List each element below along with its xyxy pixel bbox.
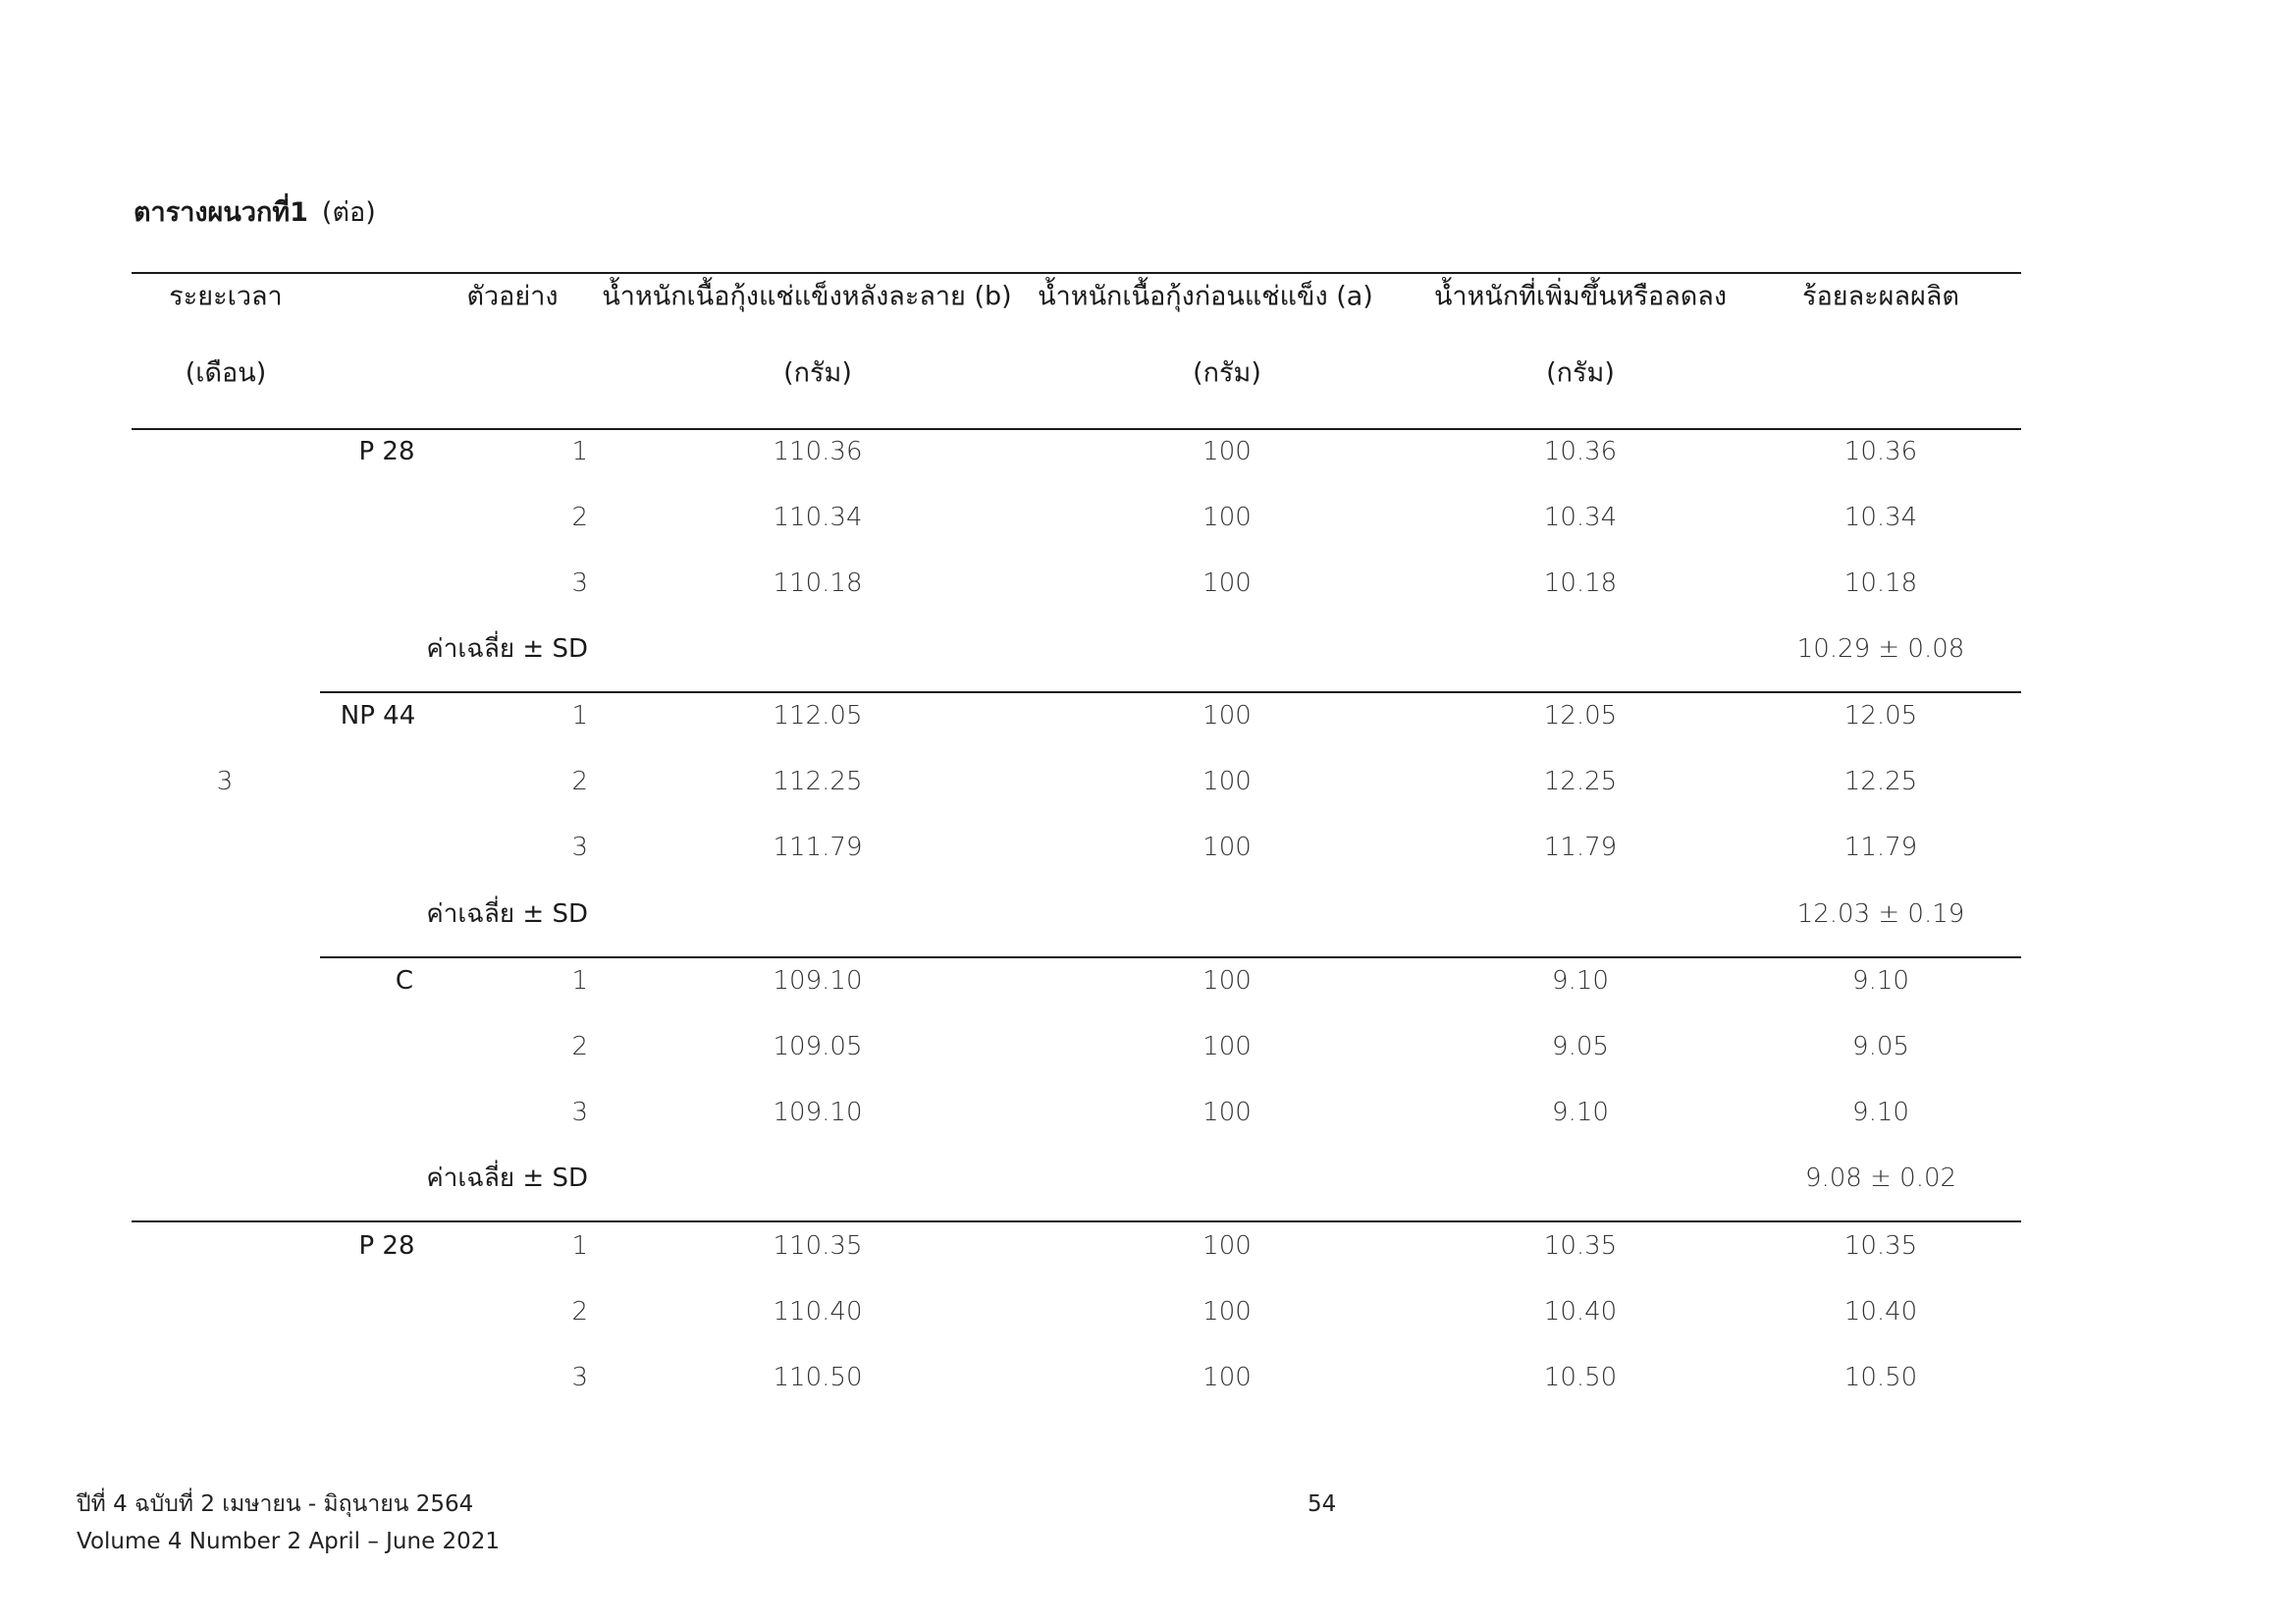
replicate-number: 2: [571, 767, 588, 796]
footer-journal-thai: ปีที่ 4 ฉบับที่ 2 เมษายน - มิถุนายน 2564: [77, 1491, 474, 1517]
header-yield: ร้อยละผลผลิต: [1802, 281, 1959, 312]
mean-sd-value: 10.29 ± 0.08: [1796, 634, 1965, 664]
weight-change-value: 9.10: [1552, 1098, 1609, 1127]
replicate-number: 3: [571, 833, 588, 862]
yield-value: 9.10: [1852, 1098, 1909, 1127]
yield-value: 11.79: [1843, 833, 1918, 862]
mean-sd-label: ค่าเฉลี่ย ± SD: [426, 899, 588, 929]
replicate-number: 3: [571, 1098, 588, 1127]
period-value: 3: [216, 767, 234, 796]
period-divider-rule: [132, 1220, 2021, 1222]
header-weight-change: น้ำหนักที่เพิ่มขึ้นหรือลดลง: [1433, 281, 1728, 312]
yield-value: 10.50: [1843, 1363, 1918, 1392]
weight-change-value: 12.25: [1543, 767, 1618, 796]
yield-value: 9.05: [1852, 1032, 1909, 1061]
yield-value: 10.34: [1843, 503, 1918, 532]
weight-change-value: 10.35: [1543, 1231, 1618, 1261]
header-weight-after: น้ำหนักเนื้อกุ้งแช่แข็งหลังละลาย (b): [602, 281, 1012, 312]
weight-before-value: 100: [1202, 1363, 1252, 1392]
weight-after-value: 109.10: [773, 1098, 863, 1127]
yield-value: 9.10: [1852, 966, 1909, 996]
sample-group-name: NP 44: [340, 701, 416, 731]
sample-group-name: P 28: [358, 437, 415, 466]
weight-after-value: 110.36: [773, 437, 863, 466]
replicate-number: 1: [571, 966, 588, 996]
mean-sd-value: 12.03 ± 0.19: [1796, 899, 1965, 929]
weight-before-value: 100: [1202, 833, 1252, 862]
table-caption-title: ตารางผนวกที่1: [133, 197, 308, 228]
weight-before-value: 100: [1202, 701, 1252, 731]
replicate-number: 1: [571, 701, 588, 731]
weight-before-value: 100: [1202, 1297, 1252, 1326]
weight-after-value: 110.40: [773, 1297, 863, 1326]
header-weight-before-unit: (กรัม): [1193, 357, 1261, 389]
weight-before-value: 100: [1202, 503, 1252, 532]
page-number: 54: [1308, 1491, 1337, 1517]
group-divider-rule: [320, 691, 2021, 693]
table-caption: [133, 199, 376, 226]
weight-before-value: 100: [1202, 437, 1252, 466]
table-caption-suffix: (ต่อ): [321, 197, 376, 228]
sample-group-name: P 28: [358, 1231, 415, 1261]
yield-value: 10.18: [1843, 568, 1918, 598]
mean-sd-label: ค่าเฉลี่ย ± SD: [426, 634, 588, 664]
weight-before-value: 100: [1202, 1231, 1252, 1261]
weight-change-value: 11.79: [1543, 833, 1618, 862]
weight-after-value: 110.50: [773, 1363, 863, 1392]
replicate-number: 2: [571, 503, 588, 532]
weight-before-value: 100: [1202, 568, 1252, 598]
weight-change-value: 10.36: [1543, 437, 1618, 466]
replicate-number: 3: [571, 568, 588, 598]
weight-after-value: 112.05: [773, 701, 863, 731]
table-top-rule: [132, 272, 2021, 274]
weight-change-value: 10.40: [1543, 1297, 1618, 1326]
replicate-number: 2: [571, 1297, 588, 1326]
weight-change-value: 9.10: [1552, 966, 1609, 996]
yield-value: 10.36: [1843, 437, 1918, 466]
yield-value: 10.40: [1843, 1297, 1918, 1326]
weight-after-value: 109.10: [773, 966, 863, 996]
weight-change-value: 9.05: [1552, 1032, 1609, 1061]
replicate-number: 3: [571, 1363, 588, 1392]
replicate-number: 1: [571, 1231, 588, 1261]
yield-value: 12.05: [1843, 701, 1918, 731]
mean-sd-value: 9.08 ± 0.02: [1804, 1164, 1957, 1193]
weight-before-value: 100: [1202, 1098, 1252, 1127]
header-period: ระยะเวลา: [169, 281, 283, 312]
mean-sd-label: ค่าเฉลี่ย ± SD: [426, 1164, 588, 1193]
weight-before-value: 100: [1202, 767, 1252, 796]
header-period-unit: (เดือน): [185, 357, 267, 389]
replicate-number: 2: [571, 1032, 588, 1061]
replicate-number: 1: [571, 437, 588, 466]
weight-change-value: 10.34: [1543, 503, 1618, 532]
weight-after-value: 111.79: [773, 833, 863, 862]
weight-after-value: 110.35: [773, 1231, 863, 1261]
weight-after-value: 109.05: [773, 1032, 863, 1061]
yield-value: 12.25: [1843, 767, 1918, 796]
header-bottom-rule: [132, 428, 2021, 430]
weight-after-value: 112.25: [773, 767, 863, 796]
group-divider-rule: [320, 956, 2021, 958]
weight-after-value: 110.34: [773, 503, 863, 532]
weight-before-value: 100: [1202, 966, 1252, 996]
header-weight-after-unit: (กรัม): [783, 357, 852, 389]
yield-value: 10.35: [1843, 1231, 1918, 1261]
weight-change-value: 10.18: [1543, 568, 1618, 598]
footer-journal-english: Volume 4 Number 2 April – June 2021: [77, 1529, 501, 1554]
header-weight-before: น้ำหนักเนื้อกุ้งก่อนแช่แข็ง (a): [1038, 281, 1373, 312]
weight-change-value: 10.50: [1543, 1363, 1618, 1392]
weight-before-value: 100: [1202, 1032, 1252, 1061]
header-sample: ตัวอย่าง: [466, 281, 559, 312]
weight-after-value: 110.18: [773, 568, 863, 598]
weight-change-value: 12.05: [1543, 701, 1618, 731]
sample-group-name: C: [395, 966, 414, 996]
header-weight-change-unit: (กรัม): [1546, 357, 1615, 389]
